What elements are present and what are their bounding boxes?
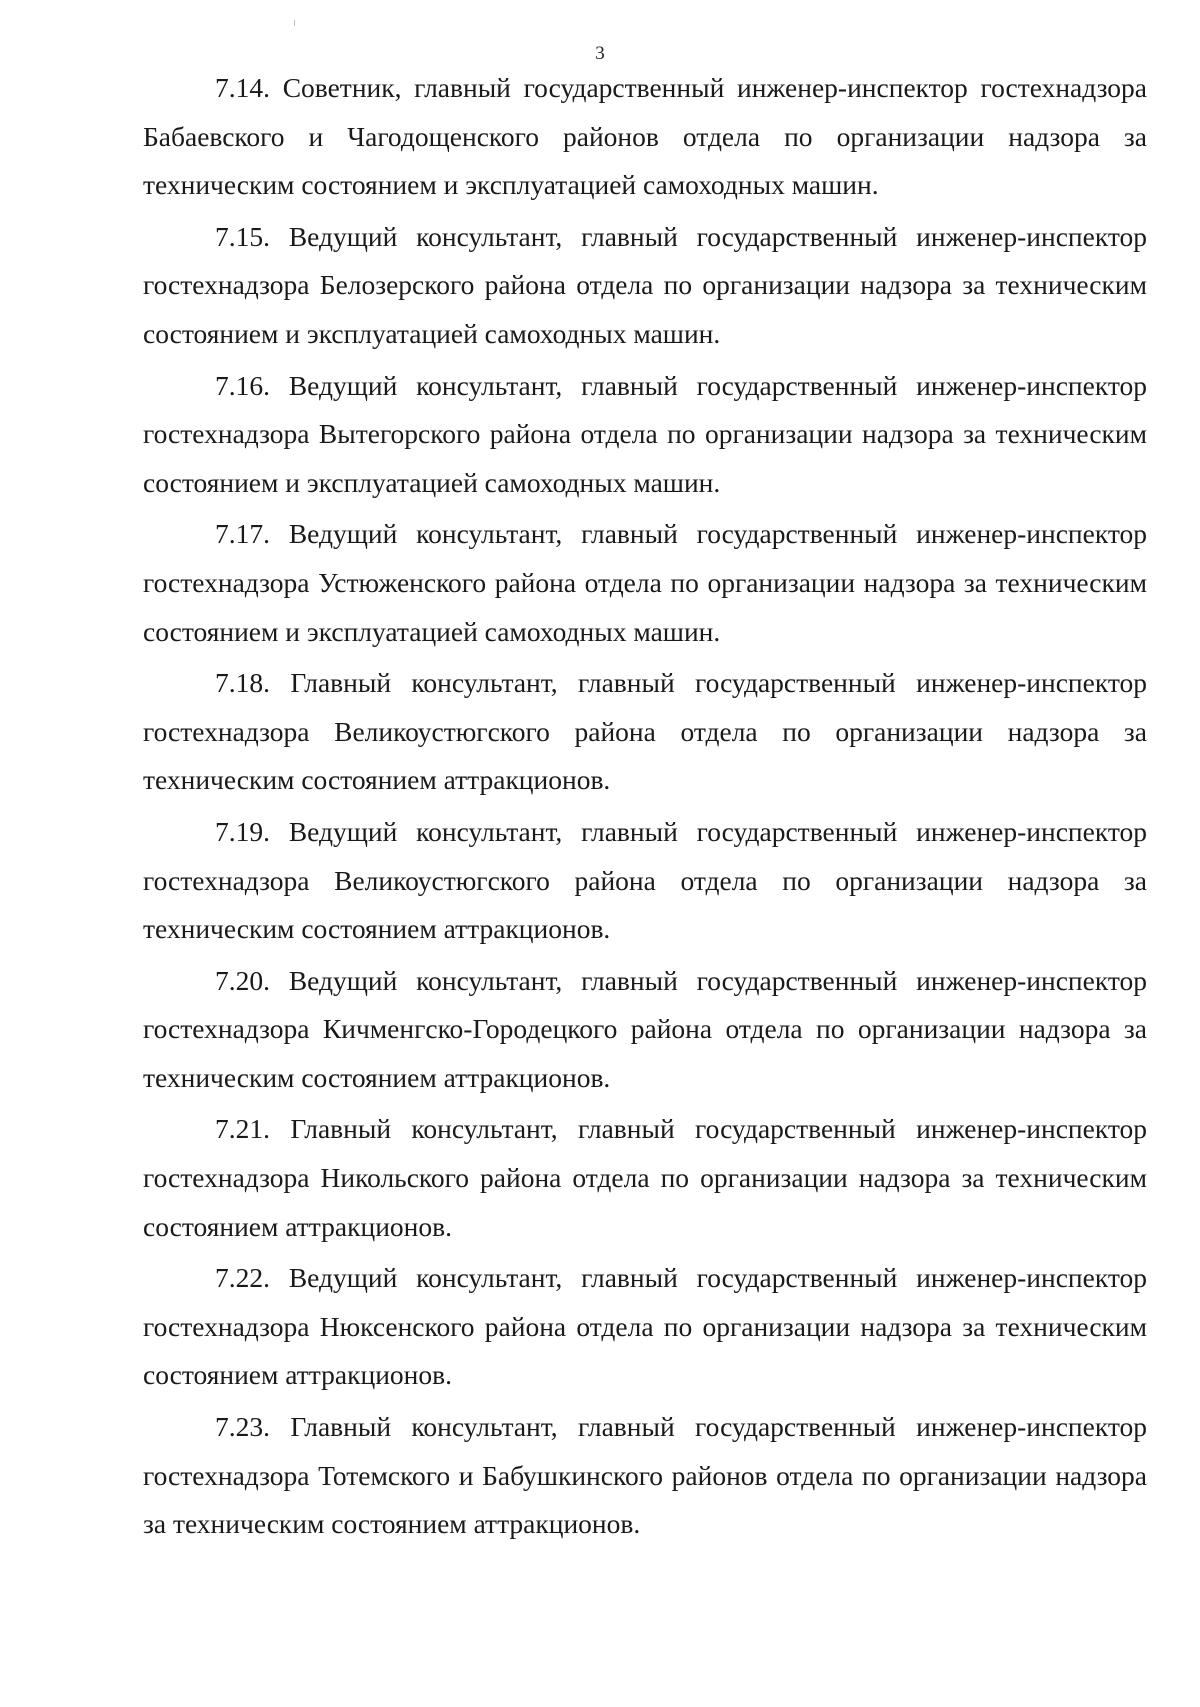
paragraph-7-16: 7.16. Ведущий консультант, главный государственный инженер-инспектор гостехнадзора Вытегорского района отдела по организации надзора за техническим состоянием и эксплуатацией самоходных машин. <box>143 369 1147 498</box>
paragraph-7-18: 7.18. Главный консультант, главный государственный инженер-инспектор гостехнадзора Великоустюгского района отдела по организации надзора за техническим состоянием аттракционов. <box>143 667 1147 796</box>
scan-mark <box>294 20 295 26</box>
paragraph-7-22: 7.22. Ведущий консультант, главный государственный инженер-инспектор гостехнадзора Нюксенского района отдела по организации надзора за техническим состоянием аттракционов. <box>143 1262 1147 1391</box>
paragraph-7-23: 7.23. Главный консультант, главный государственный инженер-инспектор гостехнадзора Тотемского и Бабушкинского районов отдела по организации надзора за техническим состоянием аттракционов. <box>143 1411 1147 1540</box>
page-number: 3 <box>595 43 605 64</box>
paragraph-7-20: 7.20. Ведущий консультант, главный государственный инженер-инспектор гостехнадзора Кичменгско-Городецкого района отдела по организации надзора за техническим состоянием аттракционов. <box>143 964 1147 1093</box>
paragraph-7-15: 7.15. Ведущий консультант, главный государственный инженер-инспектор гостехнадзора Белозерского района отдела по организации надзора за техническим состоянием и эксплуатацией самоходных машин. <box>143 220 1147 349</box>
paragraph-7-21: 7.21. Главный консультант, главный государственный инженер-инспектор гостехнадзора Никольского района отдела по организации надзора за техническим состоянием аттракционов. <box>143 1113 1147 1242</box>
document-body <box>143 64 1147 1552</box>
paragraph-7-17: 7.17. Ведущий консультант, главный государственный инженер-инспектор гостехнадзора Устюженского района отдела по организации надзора за техническим состоянием и эксплуатацией самоходных машин. <box>143 518 1147 647</box>
paragraph-7-19: 7.19. Ведущий консультант, главный государственный инженер-инспектор гостехнадзора Великоустюгского района отдела по организации надзора за техническим состоянием аттракционов. <box>143 815 1147 945</box>
paragraph-7-14: 7.14. Советник, главный государственный инженер-инспектор гостехнадзора Бабаевского и Чагодощенского районов отдела по организации надзора за техническим состоянием и эксплуатацией самоходных машин. <box>143 72 1147 201</box>
